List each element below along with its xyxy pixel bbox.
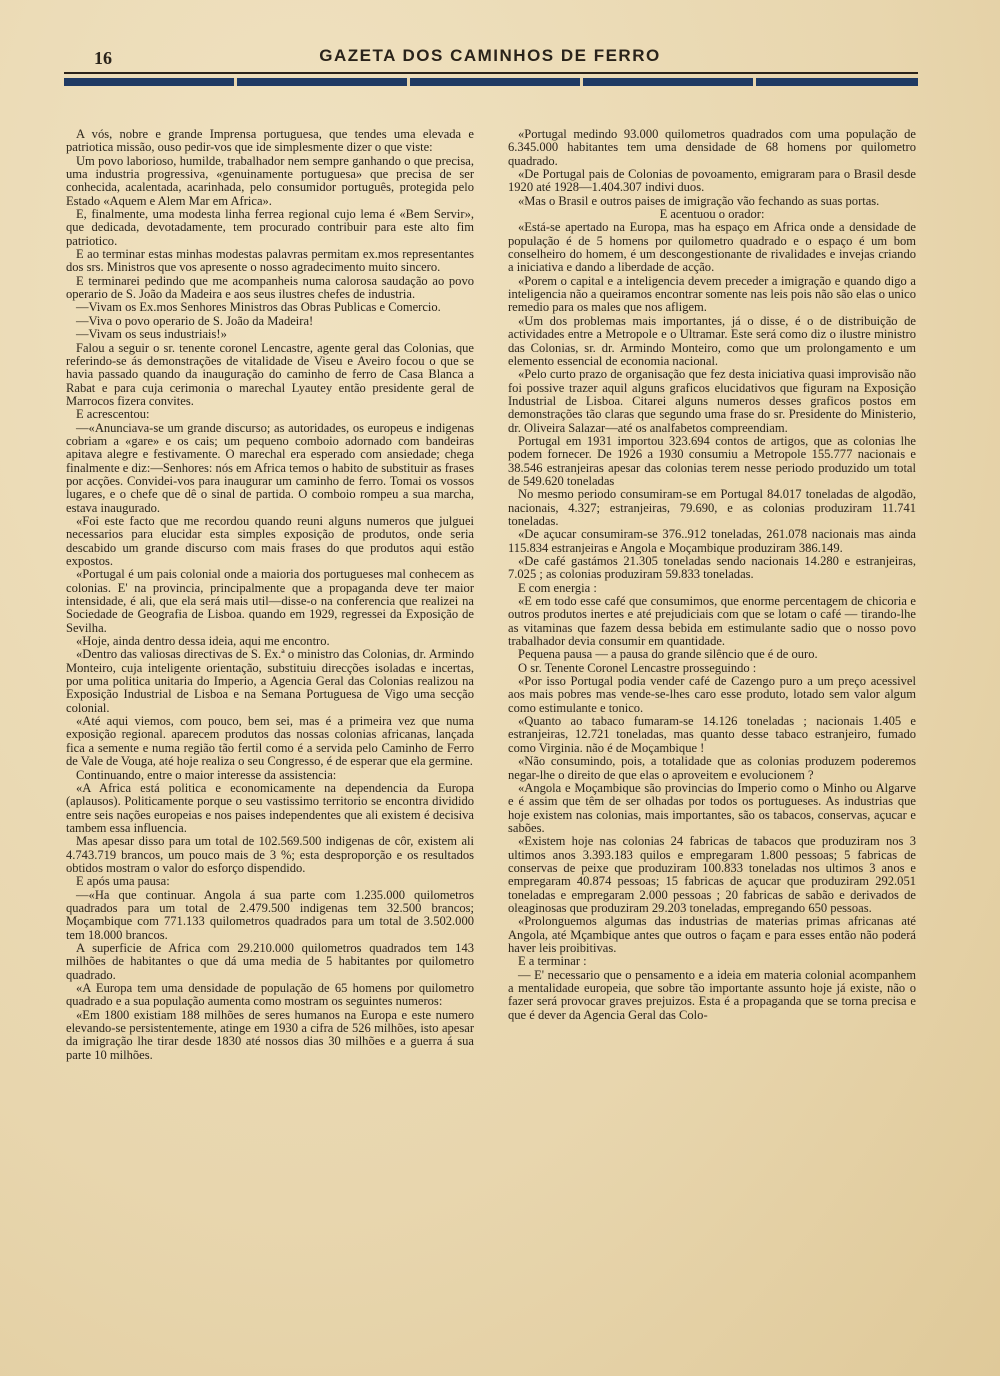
paragraph: No mesmo periodo consumiram-se em Portugal 84.017 toneladas de algodão, nacionais, 4.327; estranjeiras, 79.690, e as colonias produziram 11.741 toneladas.	[508, 487, 916, 528]
paragraph: «Hoje, ainda dentro dessa ideia, aqui me encontro.	[76, 634, 330, 649]
paragraph: E após uma pausa:	[76, 874, 170, 889]
paragraph: «Porem o capital e a inteligencia devem preceder a imigração e quando digo a inteligencia não a queiramos encontrar somente nas leis pois não são elas o unico remedio para os males que nos afligem.	[508, 273, 916, 315]
paragraph: Mas apesar disso para um total de 102.569.500 indigenas de côr, existem ali 4.743.719 brancos, um pouco mais de 3 %; esta desproporção e os resultados obtidos mostram o valor do esforço dispendido.	[66, 834, 474, 875]
paragraph: «E em todo esse café que consumimos, que enorme percentagem de chicoria e outros produtos inertes e até prejudiciais com que se lotam o café — tirando-lhe as vitaminas que fazem dessa bebida em estimulante sadio que o nosso povo trabalhador devia consumir em quantidade.	[508, 594, 916, 649]
paragraph: «Portugal é um pais colonial onde a maioria dos portugueses mal conhecem as colonias. E' na provincia, principalmente que a propaganda deve ter maior intensidade, é ali, que ela será mais util—disse-o na conferencia que realizei na Sociedade de Geografia de Lisboa. quando em 1929, regressei da Exposição de Sevilha.	[66, 567, 474, 635]
paragraph: —Vivam os seus industriais!»	[76, 327, 227, 342]
paragraph: E ao terminar estas minhas modestas palavras permitam ex.mos representantes dos srs. Ministros que vos apresente o nosso agradecimento muito sincero.	[66, 247, 474, 275]
paragraph: E com energia :	[518, 580, 597, 595]
paragraph: E a terminar :	[518, 954, 587, 969]
page-header	[60, 44, 920, 72]
paragraph: «De açucar consumiram-se 376..912 toneladas, 261.078 nacionais mas ainda 115.834 estranjeiras e Angola e Moçambique produziram 386.149.	[508, 527, 916, 555]
paragraph: «A Europa tem uma densidade de população de 65 homens por quilometro quadrado e a sua população aumenta como mostram os seguintes numeros:	[66, 981, 474, 1009]
paragraph: A vós, nobre e grande Imprensa portuguesa, que tendes uma elevada e patriotica missão, ouso pedir-vos que ide simplesmente dizer o que viste:	[66, 127, 474, 155]
paragraph: «Quanto ao tabaco fumaram-se 14.126 toneladas ; nacionais 1.405 e estranjeiras, 12.721 toneladas, mas quanto desse tabaco estranjeiro, fumado como Virginia. não é de Moçambique !	[508, 714, 916, 755]
paragraph: Pequena pausa — a pausa do grande silêncio que é de ouro.	[518, 647, 818, 662]
paragraph: E acrescentou:	[76, 407, 150, 422]
paragraph: Portugal em 1931 importou 323.694 contos de artigos, que as colonias lhe podem fornecer. De 1926 a 1930 consumiu a Metropole 155.777 nacionais e 38.546 estranjeiras apesar das colonias terem nesse periodo produzido um total de 549.620 toneladas	[508, 433, 916, 488]
paragraph: «Portugal medindo 93.000 quilometros quadrados com uma população de 6.345.000 habitantes tem uma densidade de 68 homens por quilometro quadrado.	[508, 127, 916, 168]
journal-title: GAZETA DOS CAMINHOS DE FERRO	[319, 46, 661, 65]
paragraph: «Foi este facto que me recordou quando reuni alguns numeros que julguei necessarios para elucidar esta simples exposição de produtos, onde seria descabido um grande discurso com mais frases do que produtos aqui estão expostos.	[66, 513, 474, 568]
left-column	[66, 128, 474, 1062]
paragraph: «Mas o Brasil e outros paises de imigração vão fechando as suas portas.	[518, 193, 880, 208]
paragraph: E acentuou o orador:	[659, 207, 765, 222]
paragraph: Continuando, entre o maior interesse da assistencia:	[76, 767, 337, 782]
paragraph: Um povo laborioso, humilde, trabalhador nem sempre ganhando o que precisa, uma industria progressiva, «genuinamente portuguesa» que precisa de ser conhecida, acalentada, acarinhada, pelo consumidor português, protegida pelo Estado «Aquem e Alem Mar em Africa».	[66, 153, 474, 208]
header-rule-thick	[64, 78, 918, 86]
paragraph: A superficie de Africa com 29.210.000 quilometros quadrados tem 143 milhões de habitantes o que dá uma media de 5 habitantes por quilometro quadrado.	[66, 940, 474, 982]
paragraph: —Viva o povo operario de S. João da Madeira!	[76, 313, 314, 328]
paragraph: «A Africa está politica e economicamente na dependencia da Europa (aplausos). Politicamente porque o seu vastissimo territorio se encontra dividido entre seis nações europeias e nos paises independentes que ali existem é decisiva tambem essa influencia.	[66, 780, 474, 835]
paragraph: «Existem hoje nas colonias 24 fabricas de tabacos que produziram nos 3 ultimos anos 3.393.183 quilos e empregaram 1.800 pessoas; 5 fabricas de conservas de peixe que produziram 100.833 toneladas nos ultimos 3 anos e empregaram 40.874 pessoas; 15 fabricas de açucar que produziram 292.051 toneladas e empregaram 2.000 pessoas ; 20 fabricas de sabão e derivados de oleaginosas que produziram 29.203 toneladas, empregando 650 pessoas.	[508, 834, 916, 915]
paragraph: «Prolonguemos algumas das industrias de materias primas africanas até Angola, até Mçambique antes que outros o façam e para esses então não poderá haver leis proibitivas.	[508, 914, 916, 955]
paragraph: «De Portugal pais de Colonias de povoamento, emigraram para o Brasil desde 1920 até 1928—1.404.307 indivi duos.	[508, 167, 916, 195]
paragraph: «Dentro das valiosas directivas de S. Ex.ª o ministro das Colonias, dr. Armindo Monteiro, cuja inteligente orientação, substituiu direcções isoladas e incertas, por uma politica unitaria do Imperio, a Agencia Geral das Colonias realizou na Exposição Industrial de Lisboa e na Semana Portuguesa de Vigo uma secção colonial.	[66, 647, 474, 715]
paragraph: —«Ha que continuar. Angola á sua parte com 1.235.000 quilometros quadrados para um total de 2.479.500 indigenas tem 32.500 brancos; Moçambique com 771.133 quilometros quadrados para um total de 3.502.000 tem 18.000 brancos.	[66, 887, 474, 942]
paragraph: «Angola e Moçambique são provincias do Imperio como o Minho ou Algarve e é assim que têm de ser olhadas por todos os portugueses. As industrias que hoje existem nas colonias, mais importantes, são os tabacos, conservas, açucar e sabões.	[508, 780, 916, 835]
header-rule-thin	[64, 72, 918, 74]
paragraph: «Está-se apertado na Europa, mas ha espaço em Africa onde a densidade de população é de 5 homens por quilometro quadrado e o espaço é um bom conselheiro do homem, é um descongestionante de rivalidades e invejas criando a iniciativa e dando a liberdade de acção.	[508, 220, 916, 275]
paragraph: «Por isso Portugal podia vender café de Cazengo puro a um preço acessivel aos mais pobres mas vende-se-lhes caro esse produto, lotado sem valor algum como estimulante e tonico.	[508, 674, 916, 715]
paragraph: «Pelo curto prazo de organisação que fez desta iniciativa quasi improvisão não foi possive trazer aquil alguns graficos elucidativos que figuram na Exposição Industrial de Lisboa. Citarei alguns numeros desses graficos postos em demonstrações tão claras que segundo uma frase do sr. Presidente do Ministerio, dr. Oliveira Salazar—até os analfabetos compreendiam.	[508, 367, 916, 435]
paragraph: O sr. Tenente Coronel Lencastre prosseguindo :	[518, 660, 757, 675]
paragraph: E terminarei pedindo que me acompanheis numa calorosa saudação ao povo operario de S. João da Madeira e aos seus ilustres chefes de industria.	[66, 273, 474, 302]
paragraph: «De café gastámos 21.305 toneladas sendo nacionais 14.280 e estranjeiras, 7.025 ; as colonias produziram 59.833 toneladas.	[508, 554, 916, 582]
paragraph: «Em 1800 existiam 188 milhões de seres humanos na Europa e este numero elevando-se persistentemente, atinge em 1930 a cifra de 526 milhões, isto apesar da imigração lhe tirar desde 1830 até nossos dias 30 milhões e a guerra á sua parte 10 milhões.	[66, 1007, 474, 1062]
paragraph: E, finalmente, uma modesta linha ferrea regional cujo lema é «Bem Servir», que dedicada, devotadamente, tem procurado contribuir para este alto fim patriotico.	[66, 207, 474, 248]
right-column	[508, 128, 916, 1022]
paragraph: —«Anunciava-se um grande discurso; as autoridades, os europeus e indigenas cobriam a «gare» e os cais; um pequeno comboio adornado com bandeiras apitava alegre e festivamente. O marechal era esperado com ansiedade; chega finalmente e diz:—Senhores: nós em Africa temos o habito de substituir as frases por acções. Convidei-vos para inaugurar um caminho de ferro. Tomai os vossos lugares, e o chefe que dê o sinal de partida. O comboio rompeu a sua marcha, estava inaugurado.	[66, 420, 474, 515]
paragraph: —Vivam os Ex.mos Senhores Ministros das Obras Publicas e Comercio.	[76, 300, 441, 315]
paragraph: — E' necessario que o pensamento e a ideia em materia colonial acompanhem a mentalidade europeia, que sobre tão importante assunto hoje já existe, não o fazer será provocar graves prejuizos. Esta é a propaganda que se torna precisa e que é dever da Agencia Geral das Colo-	[508, 967, 916, 1022]
paragraph: «Não consumindo, pois, a totalidade que as colonias produzem poderemos negar-lhe o direito de que elas o aproveitem e evolucionem ?	[508, 754, 916, 782]
paragraph: «Até aqui viemos, com pouco, bem sei, mas é a primeira vez que numa exposição regional. aparecem produtos das nossas colonias africanas, lançada fica a semente e numa região tão fertil como é a servida pelo Caminho de Ferro de Vale de Vouga, até hoje realiza o seu Congresso, é de esperar que ela germine.	[66, 714, 474, 769]
paragraph: «Um dos problemas mais importantes, já o disse, é o de distribuição de actividades entre a Metropole e o Ultramar. Este será como diz o ilustre ministro das Colonias, sr. dr. Armindo Monteiro, como que um prolongamento e um elemento essencial de economia nacional.	[508, 313, 916, 368]
paragraph: Falou a seguir o sr. tenente coronel Lencastre, agente geral das Colonias, que referindo-se ás demonstrações de vitalidade de Viseu e Aveiro focou o que se havia passado quando da inauguração do caminho de ferro de Casa Blanca a Rabat e para cuja cerimonia o marechal Lyautey então presidente geral de Marrocos fizera convites.	[66, 340, 474, 408]
page-number: 16	[94, 48, 112, 68]
